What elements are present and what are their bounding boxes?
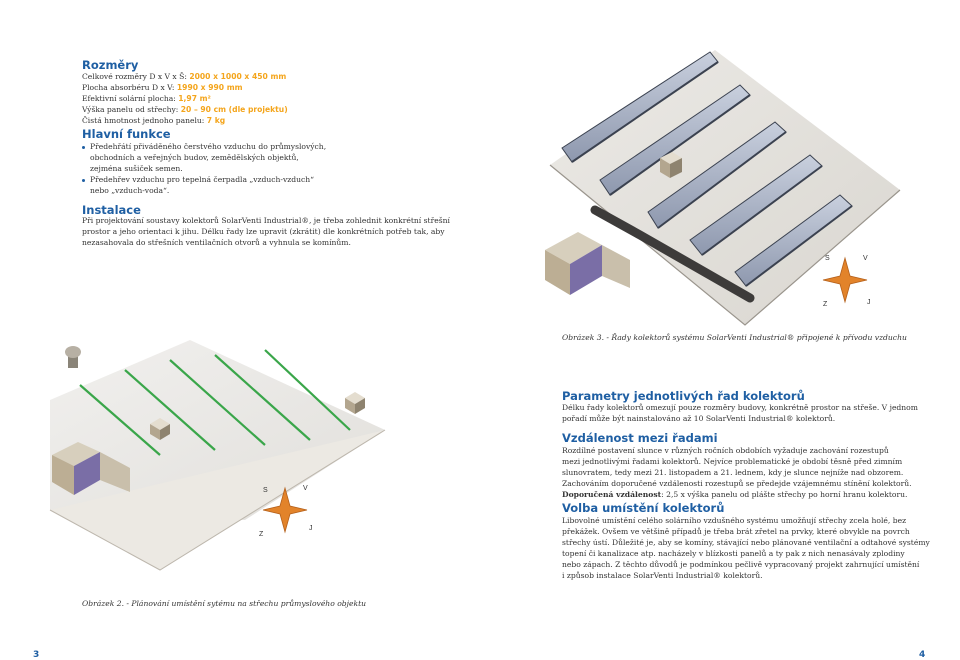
dimension-row bbox=[82, 116, 288, 127]
placement-line: Libovolné umístění celého solárního vzdušného systému umožňují střechy zcela holé, bez bbox=[562, 516, 907, 525]
dimension-row bbox=[82, 105, 288, 116]
compass-label: S bbox=[825, 255, 830, 262]
parameters-paragraph bbox=[562, 403, 918, 425]
dimension-value: 20 – 90 cm (dle projektu) bbox=[180, 104, 288, 114]
roof-planning-illustration bbox=[40, 330, 390, 590]
installation-line: Při projektování soustavy kolektorů SolarVenti Industrial®, je třeba zohlednit konkrétní střešní bbox=[82, 216, 450, 225]
dimension-row bbox=[82, 72, 288, 83]
installation-line: nezasahovala do střešních ventilačních otvorů a vyhnula se komínům. bbox=[82, 237, 351, 247]
recommended-distance bbox=[562, 489, 908, 501]
page-number-right: 4 bbox=[919, 650, 926, 660]
dimension-label: Efektivní solární plocha: bbox=[82, 93, 179, 103]
dimension-label: Plocha absorbéru D x V: bbox=[82, 82, 177, 92]
installation-paragraph bbox=[82, 216, 502, 249]
distance-paragraph bbox=[562, 446, 912, 501]
distance-line: Zachováním doporučené vzdálenosti rozestupů se předejde vzájemnému stínění kolektorů. bbox=[562, 478, 912, 488]
function-item bbox=[82, 175, 326, 197]
placement-line: topení či kanalizace atp. nacházely v blízkosti panelů a ty pak z nich nenasávaly zplodiny bbox=[562, 548, 905, 558]
distance-line: slunovratem, tedy mezi 21. listopadem a 21. lednem, kdy je slunce nejníže nad obzorem. bbox=[562, 467, 904, 477]
parameters-line: Délku řady kolektorů omezují pouze rozměry budovy, konkrétně prostor na střeše. V jednom bbox=[562, 403, 918, 412]
distance-heading: Vzdálenost mezi řadami bbox=[562, 431, 718, 445]
compass-label: V bbox=[303, 485, 308, 492]
main-functions-heading: Hlavní funkce bbox=[82, 127, 171, 141]
air-handling-unit bbox=[545, 232, 630, 295]
recommended-label: Doporučená vzdálenost bbox=[562, 489, 662, 499]
compass-label: Z bbox=[823, 301, 828, 308]
function-line: zejména sušiček semen. bbox=[90, 163, 183, 173]
roof-fan bbox=[65, 346, 81, 368]
bullet-icon bbox=[82, 146, 85, 149]
placement-line: střechy ústí. Důležité je, aby se komíny, stávající nebo plánované ventilační a odtahové systémy bbox=[562, 537, 930, 547]
parameters-heading: Parametry jednotlivých řad kolektorů bbox=[562, 389, 805, 403]
placement-line: i způsob instalace SolarVenti Industrial® kolektorů. bbox=[562, 570, 763, 580]
figure-3-caption: Obrázek 3. - Řady kolektorů systému SolarVenti Industrial® připojené k přívodu vzduchu bbox=[562, 333, 907, 342]
dimension-row bbox=[82, 94, 288, 105]
dimension-value: 1,97 m² bbox=[178, 93, 211, 103]
compass-icon bbox=[259, 485, 313, 538]
function-line: nebo „vzduch-voda“. bbox=[90, 185, 170, 195]
distance-line: mezi jednotlivými řadami kolektorů. Nejvíce problematické je období těsně před zimním bbox=[562, 456, 903, 466]
bullet-icon bbox=[82, 179, 85, 182]
function-line: obchodních a veřejných budov, zemědělských objektů, bbox=[90, 152, 299, 162]
parameters-line: pořadí může být nainstalováno až 10 SolarVenti Industrial® kolektorů. bbox=[562, 413, 836, 423]
function-line: Předehřev vzduchu pro tepelná čerpadla „vzduch-vzduch“ bbox=[90, 174, 315, 184]
dimension-value: 2000 x 1000 x 450 mm bbox=[189, 72, 287, 81]
compass-label: S bbox=[263, 487, 268, 494]
dimension-label: Výška panelu od střechy: bbox=[82, 104, 181, 114]
figure-2-caption: Obrázek 2. - Plánování umístění sytému na střechu průmyslového objektu bbox=[82, 599, 367, 608]
collector-rows-illustration bbox=[540, 40, 910, 330]
dimension-value: 1990 x 990 mm bbox=[176, 82, 243, 92]
dimension-label: Čistá hmotnost jednoho panelu: bbox=[82, 115, 207, 125]
dimension-value: 7 kg bbox=[206, 115, 226, 125]
placement-paragraph bbox=[562, 516, 930, 581]
page-number-left: 3 bbox=[33, 650, 40, 660]
dimension-row bbox=[82, 83, 288, 94]
compass-label: J bbox=[867, 299, 871, 306]
placement-line: nebo zápach. Z těchto důvodů je podmínkou pečlivě vypracovaný projekt zahrnující umístění bbox=[562, 559, 920, 569]
compass-label: Z bbox=[259, 531, 264, 538]
compass-icon bbox=[823, 255, 871, 308]
distance-line: Rozdílné postavení slunce v různých ročních obdobích vyžaduje zachování rozestupů bbox=[562, 446, 889, 455]
placement-line: překážek. Ovšem ve většině případů je třeba brát zřetel na prvky, které obvykle na povrch bbox=[562, 526, 910, 536]
function-item bbox=[82, 142, 326, 175]
placement-heading: Volba umístění kolektorů bbox=[562, 501, 725, 515]
function-line: Předehřátí přiváděného čerstvého vzduchu do průmyslových, bbox=[90, 142, 327, 151]
dimensions-heading: Rozměry bbox=[82, 58, 139, 72]
dimensions-list bbox=[82, 72, 288, 127]
compass-label: J bbox=[309, 525, 313, 532]
roof-vent bbox=[345, 392, 365, 414]
dimension-label: Celkové rozměry D x V x Š: bbox=[82, 72, 190, 81]
installation-heading: Instalace bbox=[82, 203, 141, 217]
compass-label: V bbox=[863, 255, 868, 262]
recommended-text: : 2,5 x výška panelu od plášte střechy po horní hranu kolektoru. bbox=[661, 489, 908, 499]
main-functions-list bbox=[82, 142, 326, 197]
installation-line: prostor a jeho orientaci k jihu. Délku řady lze upravit (zkrátit) dle konkrétních potřeb tak, aby bbox=[82, 226, 445, 236]
